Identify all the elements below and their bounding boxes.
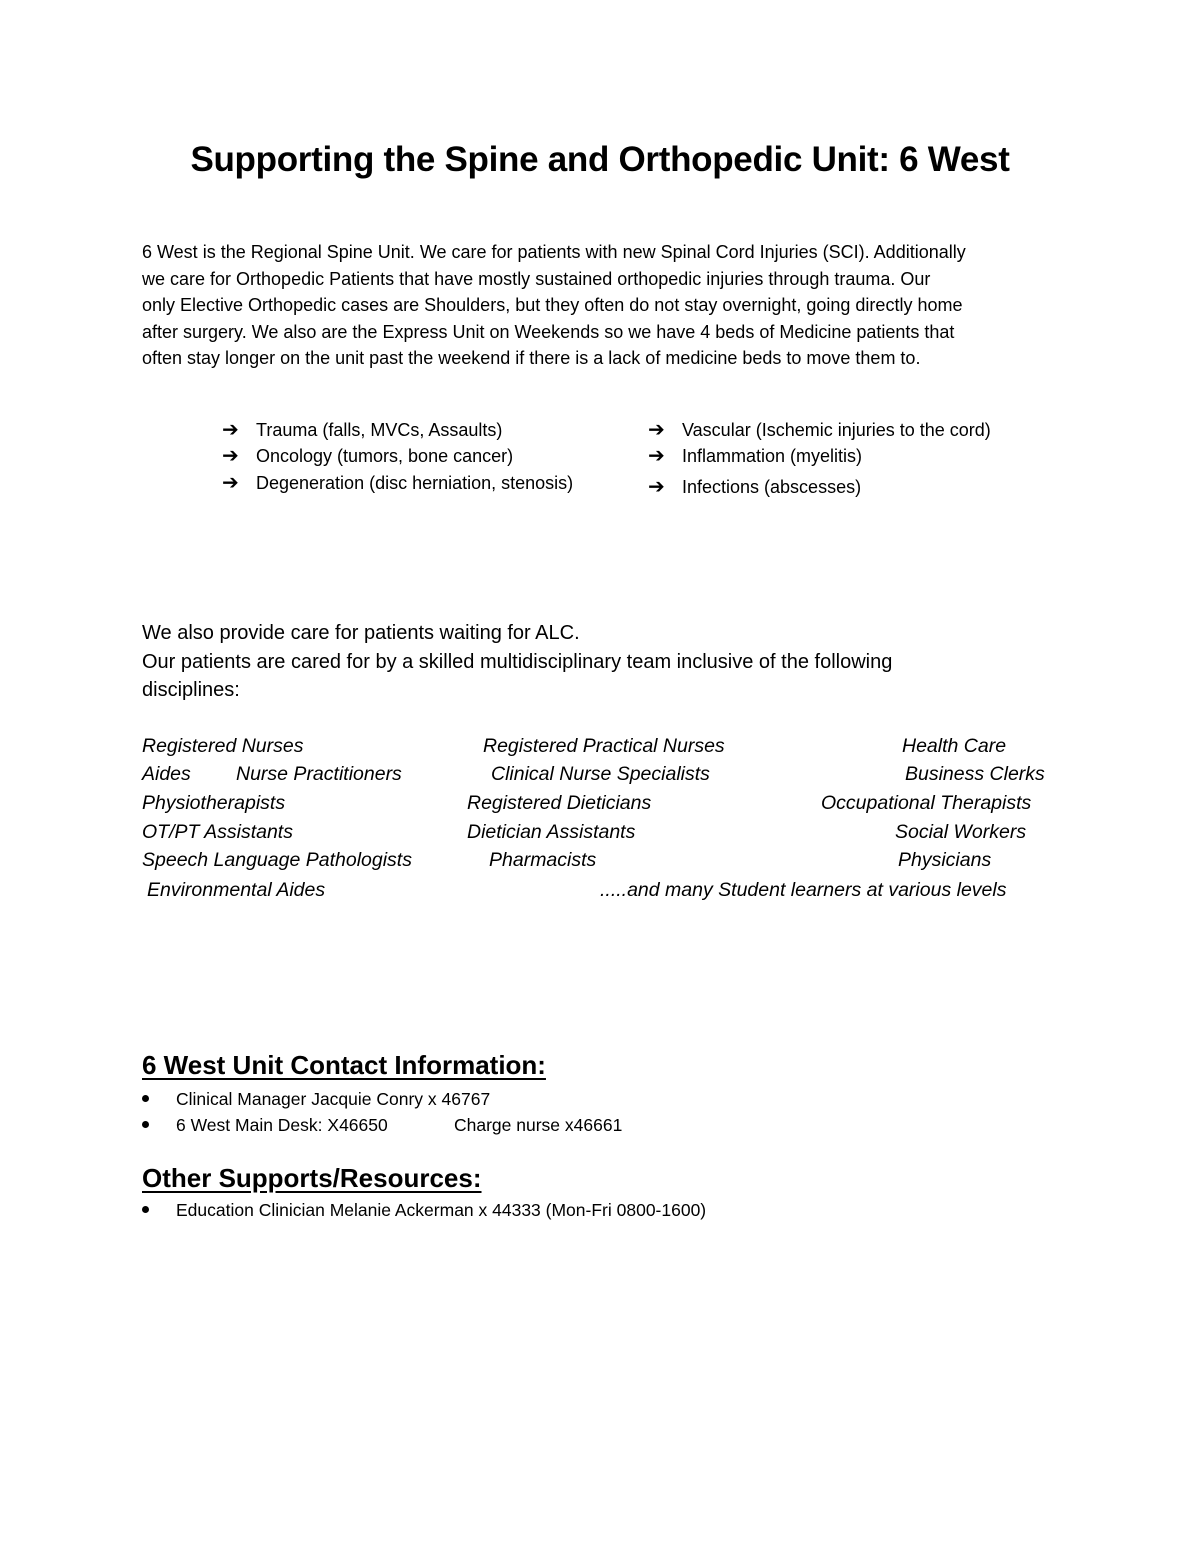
discipline-item: Physicians xyxy=(898,849,992,871)
condition-bullet xyxy=(648,417,991,443)
intro-line: we care for Orthopedic Patients that have mostly sustained orthopedic injuries through trauma. Our xyxy=(142,268,931,289)
bullet-text: Degeneration (disc herniation, stenosis) xyxy=(256,473,574,493)
discipline-item: Registered Dieticians xyxy=(467,792,652,814)
other-supports-heading: Other Supports/Resources: xyxy=(142,1163,482,1193)
arrow-icon: ➔ xyxy=(222,445,239,467)
bullet-text: Vascular (Ischemic injuries to the cord) xyxy=(682,420,991,440)
resource-item: Education Clinician Melanie Ackerman x 44333 (Mon-Fri 0800-1600) xyxy=(176,1200,707,1220)
contact-item: Charge nurse x46661 xyxy=(454,1115,623,1135)
bullet-icon xyxy=(142,1095,149,1102)
bullet-icon xyxy=(142,1206,149,1213)
page-title: Supporting the Spine and Orthopedic Unit: 6 West xyxy=(190,140,1010,179)
discipline-item: Physiotherapists xyxy=(142,792,286,814)
arrow-icon: ➔ xyxy=(648,476,665,498)
intro-paragraph xyxy=(142,239,1072,372)
team-line: We also provide care for patients waiting for ALC. xyxy=(142,622,580,644)
condition-bullet xyxy=(222,417,502,443)
bullet-text: Infections (abscesses) xyxy=(682,477,862,497)
condition-bullet xyxy=(222,443,513,469)
intro-line: often stay longer on the unit past the weekend if there is a lack of medicine beds to move them to. xyxy=(142,348,921,368)
intro-line: only Elective Orthopedic cases are Shoulders, but they often do not stay overnight, going directly home xyxy=(142,295,963,315)
condition-bullet xyxy=(222,470,573,496)
arrow-icon: ➔ xyxy=(222,472,239,494)
discipline-item: .....and many Student learners at various levels xyxy=(600,879,1007,901)
bullet-text: Oncology (tumors, bone cancer) xyxy=(256,446,514,466)
discipline-item: Speech Language Pathologists xyxy=(142,849,412,871)
contact-item: Clinical Manager Jacquie Conry x 46767 xyxy=(176,1089,491,1109)
discipline-item: Nurse Practitioners xyxy=(236,763,402,785)
discipline-item: Occupational Therapists xyxy=(821,792,1032,814)
bullet-text: Trauma (falls, MVCs, Assaults) xyxy=(256,420,503,440)
contact-heading: 6 West Unit Contact Information: xyxy=(142,1050,546,1080)
bullet-text: Inflammation (myelitis) xyxy=(682,446,863,466)
discipline-item: Social Workers xyxy=(895,821,1027,843)
bullet-icon xyxy=(142,1121,149,1128)
discipline-item: Dietician Assistants xyxy=(467,821,636,843)
condition-bullet xyxy=(648,443,862,469)
discipline-item: Aides xyxy=(142,763,191,785)
discipline-item: Business Clerks xyxy=(905,763,1045,785)
contact-item: 6 West Main Desk: X46650 xyxy=(176,1115,388,1135)
discipline-item: Registered Practical Nurses xyxy=(483,735,725,757)
arrow-icon: ➔ xyxy=(648,419,665,441)
discipline-item: Pharmacists xyxy=(489,849,597,871)
discipline-item: Environmental Aides xyxy=(147,879,326,901)
discipline-item: Registered Nurses xyxy=(142,735,304,757)
discipline-item: OT/PT Assistants xyxy=(142,821,293,843)
intro-line: after surgery. We also are the Express Unit on Weekends so we have 4 beds of Medicine patients that xyxy=(142,321,955,342)
discipline-item: Health Care xyxy=(902,735,1007,757)
team-paragraph xyxy=(142,619,1042,705)
discipline-item: Clinical Nurse Specialists xyxy=(491,763,710,785)
team-line: disciplines: xyxy=(142,679,240,701)
team-line: Our patients are cared for by a skilled multidisciplinary team inclusive of the following xyxy=(142,650,893,673)
arrow-icon: ➔ xyxy=(648,445,665,467)
condition-bullet xyxy=(648,474,861,500)
arrow-icon: ➔ xyxy=(222,419,239,441)
intro-line: 6 West is the Regional Spine Unit. We care for patients with new Spinal Cord Injuries (SCI). Additionally xyxy=(142,242,966,262)
